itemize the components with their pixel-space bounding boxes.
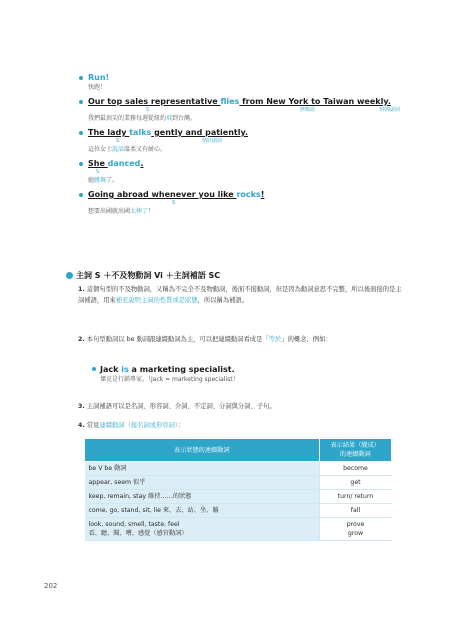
bullet-icon [79,131,83,135]
translation: 想要出國就出國太棒了！ [88,208,155,215]
section-title: 主詞 S ＋不及物動詞 Vi ＋主詞補語 SC [66,270,220,281]
bullet-icon [79,193,83,197]
bullet-icon [79,162,83,166]
verb-highlight: rocks [236,190,261,199]
table-header-row [85,439,392,462]
table-header-left: 表示狀態的連綴動詞 [85,439,320,462]
point-4: 4. 常見連綴動詞（接名詞或形容詞）： [78,422,185,429]
bullet-icon [79,76,83,80]
translation: 我們最頂尖的業務每週從紐約飛到台灣。 [88,115,197,122]
table-header-right: 表示結果（變成） 的連綴動詞 [319,439,392,462]
verb-highlight: flies [220,97,240,106]
example-list [88,72,408,220]
bullet-icon [92,367,96,371]
point-2: 2. 本句型動詞以 be 動詞跟連綴動詞為主，可以把連綴動詞看成是「等於」的概念，例如： [78,336,332,343]
table-row: come, go, stand, sit, lie 來、去、站、坐、躺 fall [85,504,392,518]
linking-verbs-table [84,438,392,541]
grammar-marks: S 情狀副詞 [116,138,223,144]
point-3: 3. 主詞補語可以是名詞、形容詞、介詞、不定詞、分詞與分詞、子句。 [78,403,276,410]
page-number: 202 [44,582,58,590]
translation: 這位女士說話溫柔又有耐心。 [88,146,167,153]
example-1 [88,72,408,92]
example-5: Going abroad whenever you like rocks! S 想要出國就出國太棒了！ [88,189,408,216]
example-4: She danced. S 她跳舞了。 [88,158,408,185]
grammar-marks: S [96,169,100,175]
translation: 傑克是行銷專家。（Jack = marketing specialist） [100,376,239,383]
translation: 快跑！ [88,84,107,91]
grammar-marks: S [172,200,176,206]
verb-highlight: Run! [88,73,110,82]
point-1: 1. 這個句型的不及物動詞，又稱為不完全不及物動詞，後面不接動詞，但是因為動詞意思不完整，所以後面接的是主詞補語，用來補充說明主詞的性質或是狀態，所以稱為補語。 [78,286,402,304]
table-row: look, sound, smell, taste, feel 看、聽、聞、嚐、感覺（感官動詞） prove grow [85,518,392,541]
table-row: appear, seem 似乎 get [85,476,392,490]
point-2-example: Jack is a marketing specialist. 傑克是行銷專家。（Jack = marketing specialist） [100,364,400,384]
grammar-marks: S 修飾語 時間副詞 [146,107,401,113]
table-row: be V be 動詞 become [85,462,392,476]
bullet-icon [79,100,83,104]
translation: 她跳舞了。 [88,177,119,184]
example-3: The lady talks gently and patiently. S 情狀副詞 這位女士說話溫柔又有耐心。 [88,127,408,154]
section-bullet-icon [66,272,73,279]
verb-highlight: danced [107,159,141,168]
example-2: Our top sales representative flies from New York to Taiwan weekly. S 修飾語 時間副詞 我們最頂尖的業務每週從紐約飛到台灣。 [88,96,408,123]
table-row: keep, remain, stay 維持……的狀態 turn/ return [85,490,392,504]
verb-highlight: talks [129,128,152,137]
